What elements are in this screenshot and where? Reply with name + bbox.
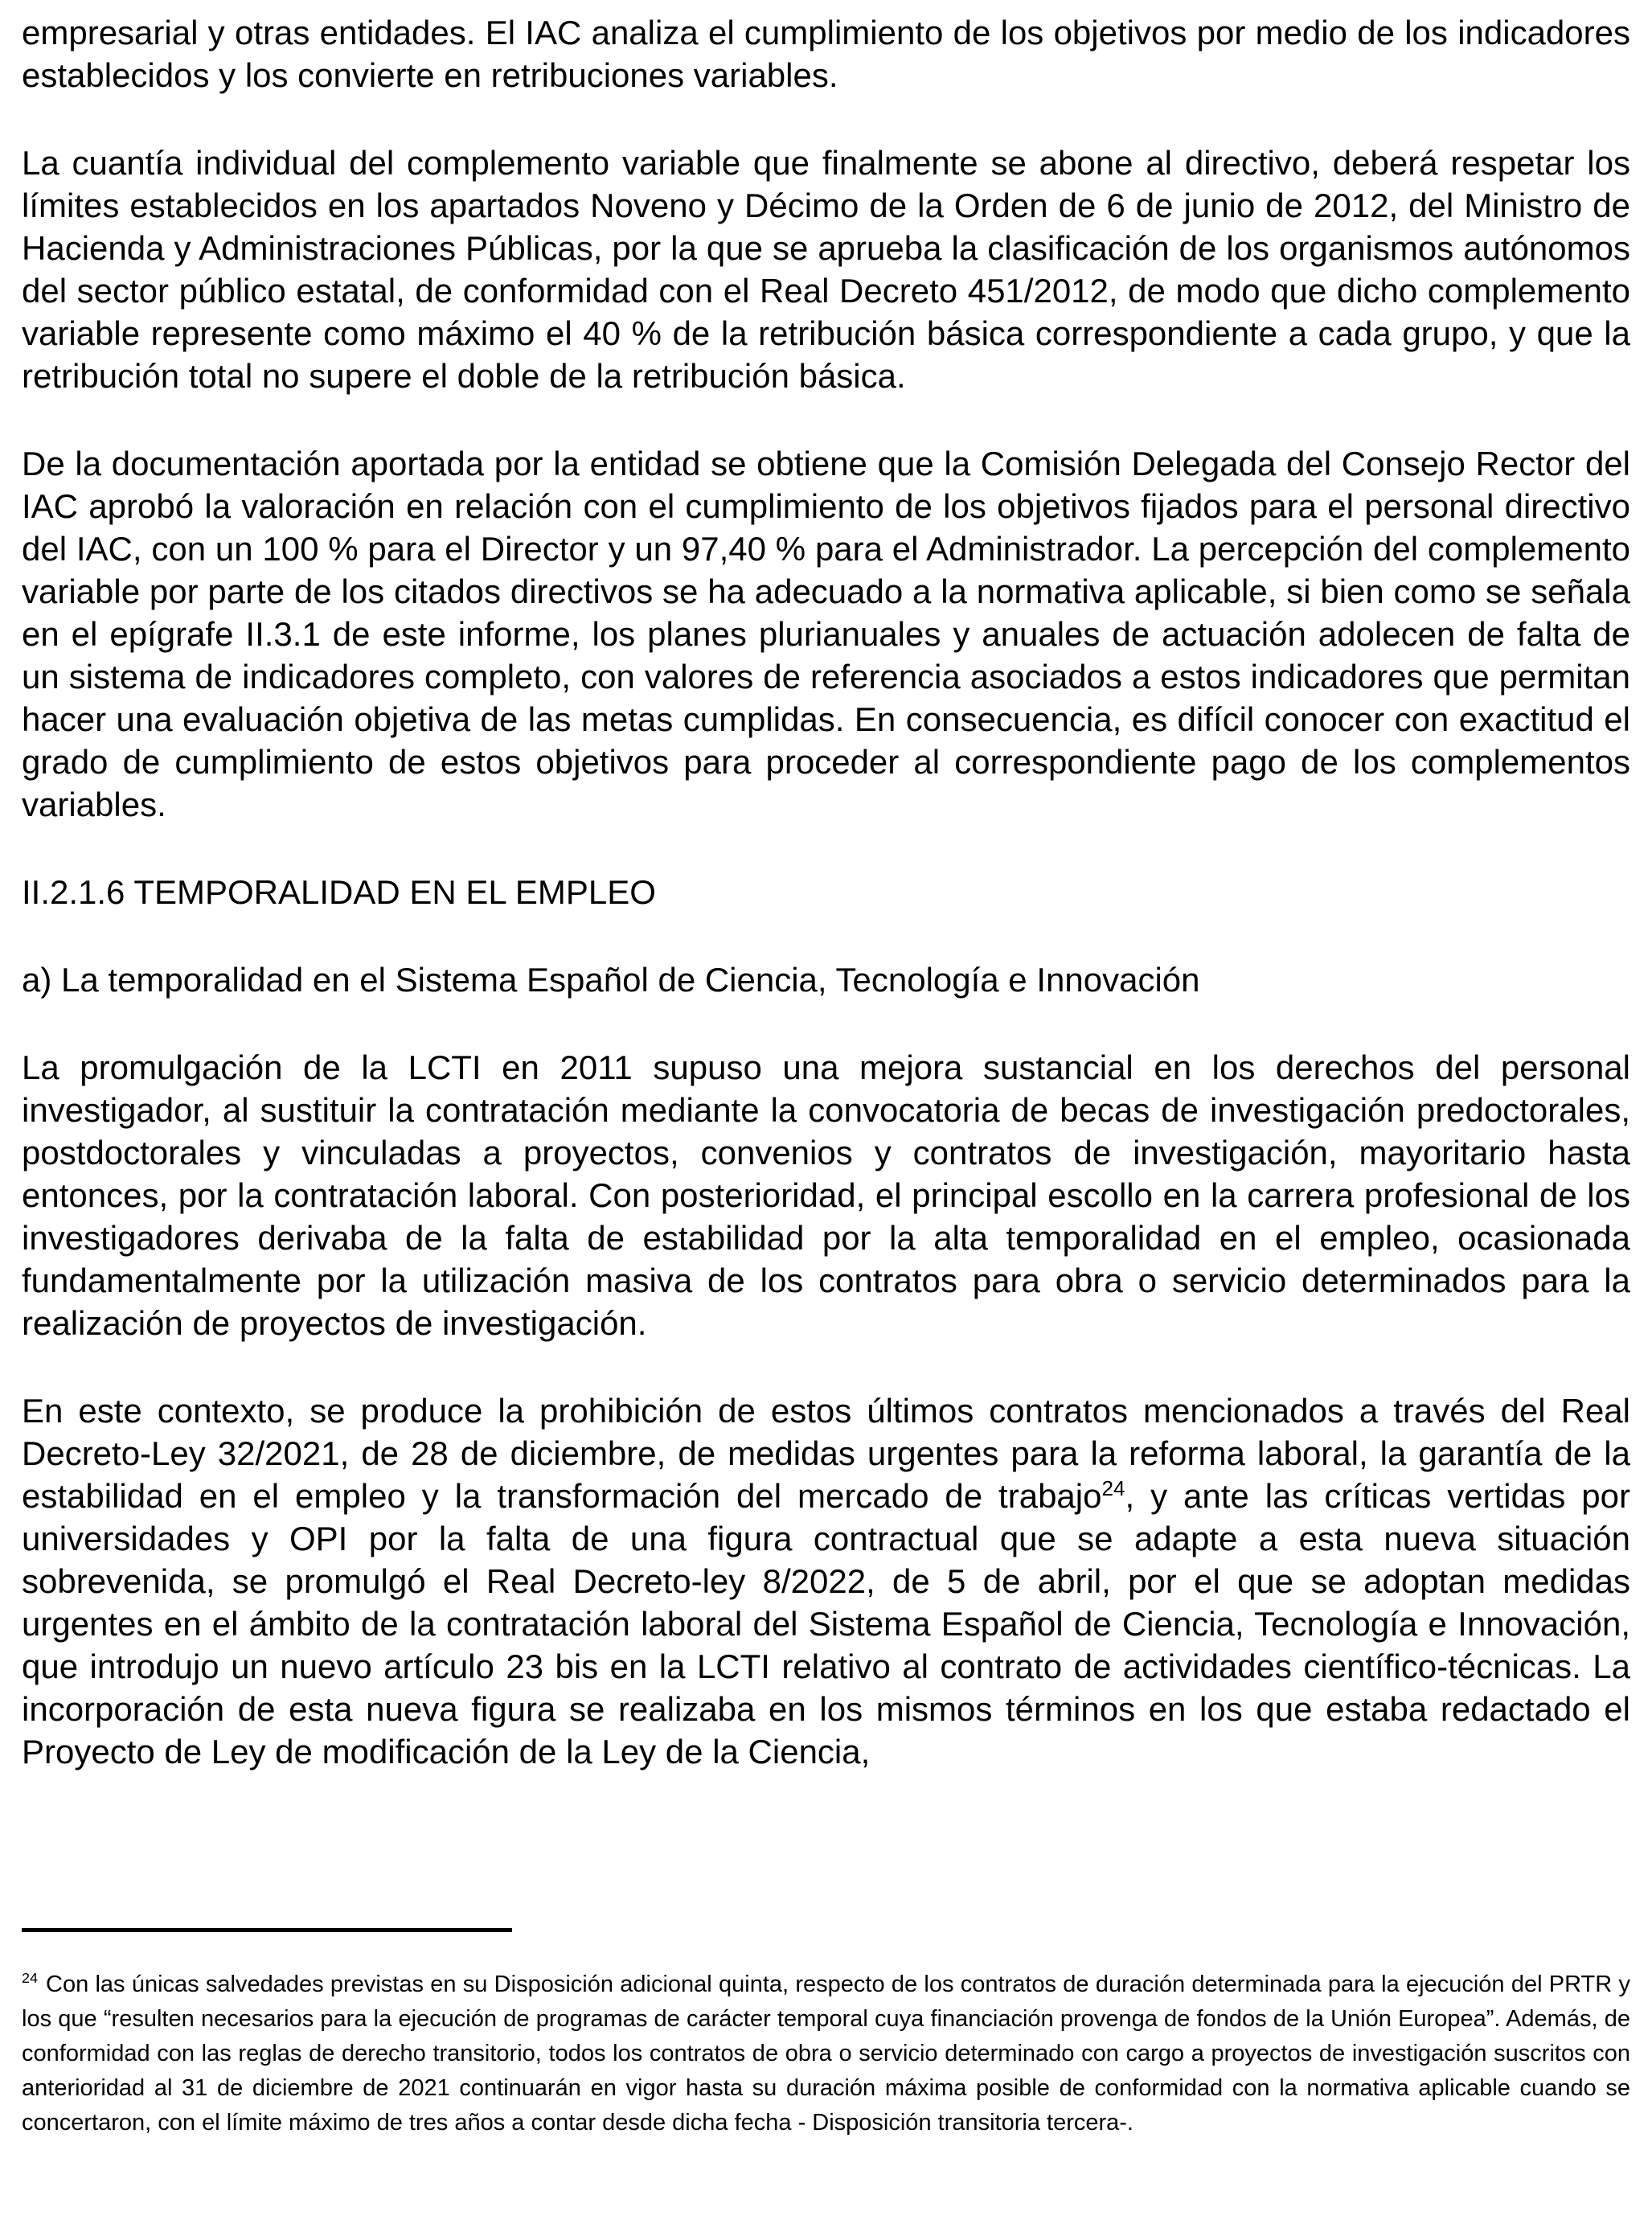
footnote-separator: [22, 1928, 512, 1932]
footnote-area: [22, 1928, 1630, 2140]
footnote: [22, 1967, 1630, 2140]
footnote-marker: 24: [22, 1970, 38, 1987]
section-heading: II.2.1.6 TEMPORALIDAD EN EL EMPLEO: [22, 873, 656, 911]
body-paragraph: La cuantía individual del complemento variable que finalmente se abone al directivo, deberá respetar los límites establecidos en los apartados Noveno y Décimo de la Orden de 6 de junio de 2012, del Ministro de Hacienda y Administraciones Públicas, por la que se aprueba la clasificación de los organismos autónomos del sector público estatal, de conformidad con el Real Decreto 451/2012, de modo que dicho complemento variable represente como máximo el 40 % de la retribución básica correspondiente a cada grupo, y que la retribución total no supere el doble de la retribución básica.: [22, 144, 1630, 395]
body-paragraph: empresarial y otras entidades. El IAC analiza el cumplimiento de los objetivos por medio de los indicadores establecidos y los convierte en retribuciones variables.: [22, 14, 1630, 94]
body-paragraph: La promulgación de la LCTI en 2011 supuso una mejora sustancial en los derechos del personal investigador, al sustituir la contratación mediante la convocatoria de becas de investigación predoctorales, postdoctorales y vinculadas a proyectos, convenios y contratos de investigación, mayoritario hasta entonces, por la contratación laboral. Con posterioridad, el principal escollo en la carrera profesional de los investigadores derivaba de la falta de estabilidad por la alta temporalidad en el empleo, ocasionada fundamentalmente por la utilización masiva de los contratos para obra o servicio determinados para la realización de proyectos de investigación.: [22, 1048, 1630, 1342]
subsection-heading: a) La temporalidad en el Sistema Español de Ciencia, Tecnología e Innovación: [22, 961, 1200, 999]
footnote-reference: 24: [1101, 1476, 1125, 1500]
paragraph-text: En este contexto, se produce la prohibición de estos últimos contratos mencionados a través del Real Decreto-Ley 32/2021, de 28 de diciembre, de medidas urgentes para la reforma laboral, la garantía de la estabilidad en el empleo y la transformación del mercado de trabajo: [22, 1392, 1630, 1515]
paragraph-text: , y ante las críticas vertidas por universidades y OPI por la falta de una figura contractual que se adapte a esta nueva situación sobrevenida, se promulgó el Real Decreto-ley 8/2022, de 5 de abril, por el que se adoptan medidas urgentes en el ámbito de la contratación laboral del Sistema Español de Ciencia, Tecnología e Innovación, que introdujo un nuevo artículo 23 bis en la LCTI relativo al contrato de actividades científico-técnicas. La incorporación de esta nueva figura se realizaba en los mismos términos en los que estaba redactado el Proyecto de Ley de modificación de la Ley de la Ciencia,: [22, 1477, 1630, 1771]
body-paragraph: De la documentación aportada por la entidad se obtiene que la Comisión Delegada del Consejo Rector del IAC aprobó la valoración en relación con el cumplimiento de los objetivos fijados para el personal directivo del IAC, con un 100 % para el Director y un 97,40 % para el Administrador. La percepción del complemento variable por parte de los citados directivos se ha adecuado a la normativa aplicable, si bien como se señala en el epígrafe II.3.1 de este informe, los planes plurianuales y anuales de actuación adolecen de falta de un sistema de indicadores completo, con valores de referencia asociados a estos indicadores que permitan hacer una evaluación objetiva de las metas cumplidas. En consecuencia, es difícil conocer con exactitud el grado de cumplimiento de estos objetivos para proceder al correspondiente pago de los complementos variables.: [22, 445, 1630, 823]
body-paragraph: [22, 1389, 1630, 1773]
footnote-text: Con las únicas salvedades previstas en su Disposición adicional quinta, respecto de los contratos de duración determinada para la ejecución del PRTR y los que “resulten necesarios para la ejecución de programas de carácter temporal cuya financiación provenga de fondos de la Unión Europea”. Además, de conformidad con las reglas de derecho transitorio, todos los contratos de obra o servicio determinado con cargo a proyectos de investigación suscritos con anterioridad al 31 de diciembre de 2021 continuarán en vigor hasta su duración máxima posible de conformidad con la normativa aplicable cuando se concertaron, con el límite máximo de tres años a contar desde dicha fecha - Disposición transitoria tercera-.: [22, 1972, 1630, 2136]
